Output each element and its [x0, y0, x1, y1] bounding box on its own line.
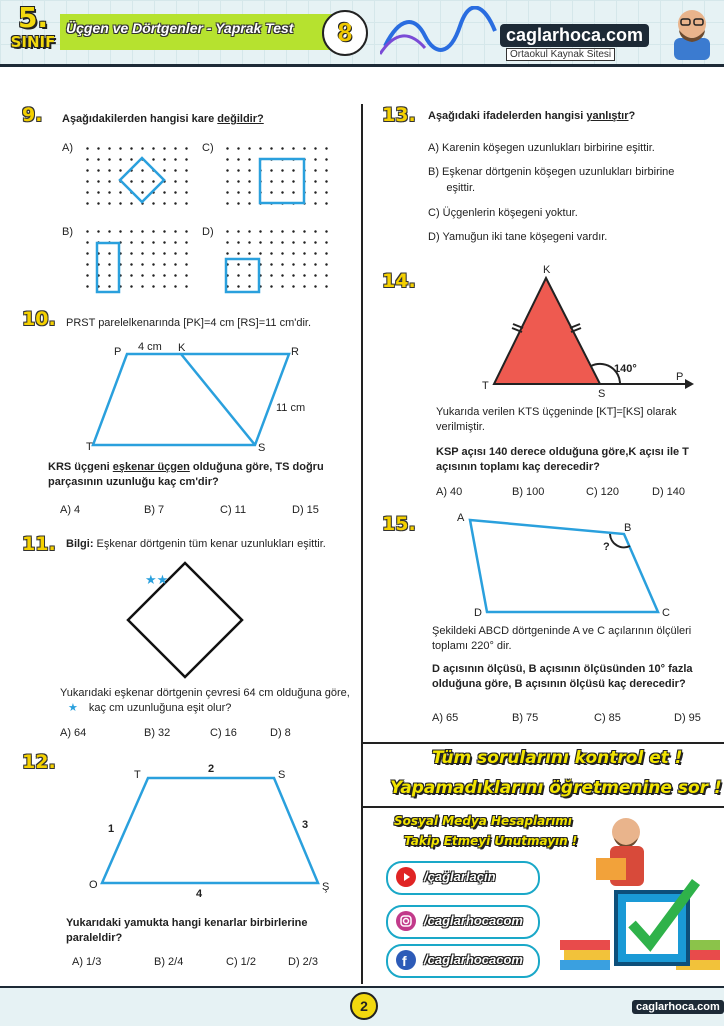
q14-option-a[interactable]: A) 40 — [436, 486, 463, 498]
q9-option-a[interactable]: A) — [62, 142, 73, 154]
question-number-11: 11. — [22, 533, 56, 555]
instagram-link[interactable]: /caglarhocacom — [386, 905, 540, 939]
q13-text: Aşağıdaki ifadelerden hangisi yanlıştır? — [428, 110, 636, 122]
q15-label-q: ? — [603, 541, 610, 553]
footer-site[interactable]: caglarhoca.com — [632, 1000, 724, 1014]
q14-label-p: P — [676, 371, 684, 383]
q12-label-o: O — [89, 879, 98, 891]
q9-option-b[interactable]: B) — [62, 226, 73, 238]
teacher-with-checkmark-illustration — [556, 812, 722, 984]
q15-question: D açısının ölçüsü, B açısının ölçüsünden 10° fazla olduğuna göre, B açısının ölçüsü kaç derecedir? — [432, 663, 693, 690]
q11-option-c[interactable]: C) 16 — [210, 727, 237, 739]
q11-question: Yukarıdaki eşkenar dörtgenin çevresi 64 cm olduğuna göre, ★ kaç cm uzunluğuna eşit olur? — [60, 687, 350, 714]
q14-option-d[interactable]: D) 140 — [652, 486, 686, 498]
question-number-13: 13. — [382, 104, 416, 126]
q12-label-sh: Ş — [322, 881, 330, 893]
q9-text: Aşağıdakilerden hangisi kare değildir? — [62, 113, 264, 125]
q10-option-a[interactable]: A) 4 — [60, 504, 81, 516]
brand-logo: caglarhoca.com — [500, 24, 649, 47]
square-figure-d — [222, 226, 334, 296]
q15-option-d[interactable]: D) 95 — [674, 712, 701, 724]
rhombus-figure-a — [82, 143, 194, 213]
q14-question: KSP açısı 140 derece olduğuna göre,K açısı ile T açısının toplamı kaç derecedir? — [436, 446, 689, 473]
question-number-10: 10. — [22, 308, 56, 330]
teacher-avatar — [664, 2, 720, 60]
q14-angle-label: 140° — [614, 363, 637, 375]
q15-text: Şekildeki ABCD dörtgeninde A ve C açılarının ölçüleri toplamı 220° dir. — [432, 625, 692, 652]
q10-label-t: T — [86, 441, 93, 453]
q10-label-pk: 4 cm — [138, 341, 162, 353]
q12-label-right: 3 — [302, 819, 309, 831]
q13-option-a[interactable]: A) Karenin köşegen uzunlukları birbirine eşittir. — [428, 142, 655, 154]
svg-text:f: f — [402, 953, 407, 969]
triangle-figure — [480, 262, 700, 402]
star-icon: ★ — [68, 702, 78, 714]
question-number-15: 15. — [382, 513, 416, 535]
section-divider — [362, 742, 724, 744]
facebook-link[interactable]: f /caglarhocacom — [386, 944, 540, 978]
facebook-icon — [396, 950, 416, 970]
q12-label-top: 2 — [208, 763, 215, 775]
q15-label-b: B — [624, 522, 632, 534]
star-icon: ★★ — [145, 572, 169, 587]
q15-label-d: D — [474, 607, 482, 619]
q15-label-a: A — [457, 512, 465, 524]
rhombus-figure — [120, 560, 250, 682]
wave-decoration-icon — [380, 6, 500, 56]
section-divider-2 — [362, 806, 724, 808]
q11-option-a[interactable]: A) 64 — [60, 727, 87, 739]
q15-option-a[interactable]: A) 65 — [432, 712, 459, 724]
q12-label-left: 1 — [108, 823, 115, 835]
q10-label-rs: 11 cm — [276, 402, 306, 414]
q11-info: Bilgi: Eşkenar dörtgenin tüm kenar uzunlukları eşittir. — [66, 538, 326, 550]
q9-option-c[interactable]: C) — [202, 142, 214, 154]
youtube-link[interactable]: /çağlarlaçin — [386, 861, 540, 895]
q15-option-b[interactable]: B) 75 — [512, 712, 539, 724]
q14-label-t: T — [482, 380, 489, 392]
q14-text: Yukarıda verilen KTS üçgeninde [KT]=[KS] olarak verilmiştir. — [436, 406, 677, 433]
social-title-1: Sosyal Medya Hesaplarımı — [394, 814, 572, 828]
q10-question: KRS üçgeni eşkenar üçgen olduğuna göre, TS doğru parçasının uzunluğu kaç cm'dir? — [48, 461, 324, 488]
q12-option-b[interactable]: B) 2/4 — [154, 956, 184, 968]
q12-option-a[interactable]: A) 1/3 — [72, 956, 102, 968]
q14-label-s: S — [598, 388, 606, 400]
promo-line-1: Tüm sorularını kontrol et ! — [432, 748, 683, 768]
q10-option-d[interactable]: D) 15 — [292, 504, 319, 516]
q12-label-bottom: 4 — [196, 888, 203, 900]
q10-label-r: R — [291, 346, 299, 358]
q12-option-c[interactable]: C) 1/2 — [226, 956, 256, 968]
q10-text: PRST parelelkenarında [PK]=4 cm [RS]=11 cm'dir. — [66, 317, 312, 329]
brand-subtitle: Ortaokul Kaynak Sitesi — [506, 48, 615, 61]
q12-label-s: S — [278, 769, 286, 781]
q13-option-b-cont: eşittir. — [428, 182, 476, 194]
worksheet-title: Üçgen ve Dörtgenler - Yaprak Test — [66, 20, 294, 36]
trapezoid-figure — [90, 770, 330, 890]
grade-badge: 5. SINIF — [10, 1, 56, 51]
q10-label-k: K — [178, 342, 186, 354]
q11-option-d[interactable]: D) 8 — [270, 727, 291, 739]
q9-option-d[interactable]: D) — [202, 226, 214, 238]
q14-label-k: K — [543, 264, 551, 276]
q11-option-b[interactable]: B) 32 — [144, 727, 171, 739]
social-title-2: Takip Etmeyi Unutmayın ! — [404, 834, 578, 848]
q15-label-c: C — [662, 607, 670, 619]
q12-option-d[interactable]: D) 2/3 — [288, 956, 318, 968]
q15-option-c[interactable]: C) 85 — [594, 712, 621, 724]
q10-option-b[interactable]: B) 7 — [144, 504, 165, 516]
q14-option-c[interactable]: C) 120 — [586, 486, 620, 498]
square-figure-c — [222, 143, 334, 213]
test-number: 8 — [322, 10, 368, 56]
question-number-12: 12. — [22, 751, 56, 773]
youtube-icon — [396, 867, 416, 887]
question-number-9: 9. — [22, 104, 43, 126]
promo-line-2: Yapamadıklarını öğretmenine sor ! — [390, 778, 722, 798]
q13-option-c[interactable]: C) Üçgenlerin köşegeni yoktur. — [428, 207, 578, 219]
q14-option-b[interactable]: B) 100 — [512, 486, 545, 498]
instagram-icon — [396, 911, 416, 931]
q13-option-d[interactable]: D) Yamuğun iki tane köşegeni vardır. — [428, 231, 608, 243]
q12-label-t: T — [134, 769, 141, 781]
q10-label-p: P — [114, 346, 122, 358]
q12-question: Yukarıdaki yamukta hangi kenarlar birbirlerine paraleldir? — [66, 917, 308, 944]
rectangle-figure-b — [82, 226, 194, 296]
column-divider — [361, 104, 363, 984]
page-number: 2 — [350, 992, 378, 1020]
q10-option-c[interactable]: C) 11 — [220, 504, 247, 516]
q10-label-s: S — [258, 442, 266, 454]
quadrilateral-figure — [460, 510, 670, 620]
question-number-14: 14. — [382, 270, 416, 292]
q13-option-b[interactable]: B) Eşkenar dörtgenin köşegen uzunlukları birbirine — [428, 166, 675, 178]
